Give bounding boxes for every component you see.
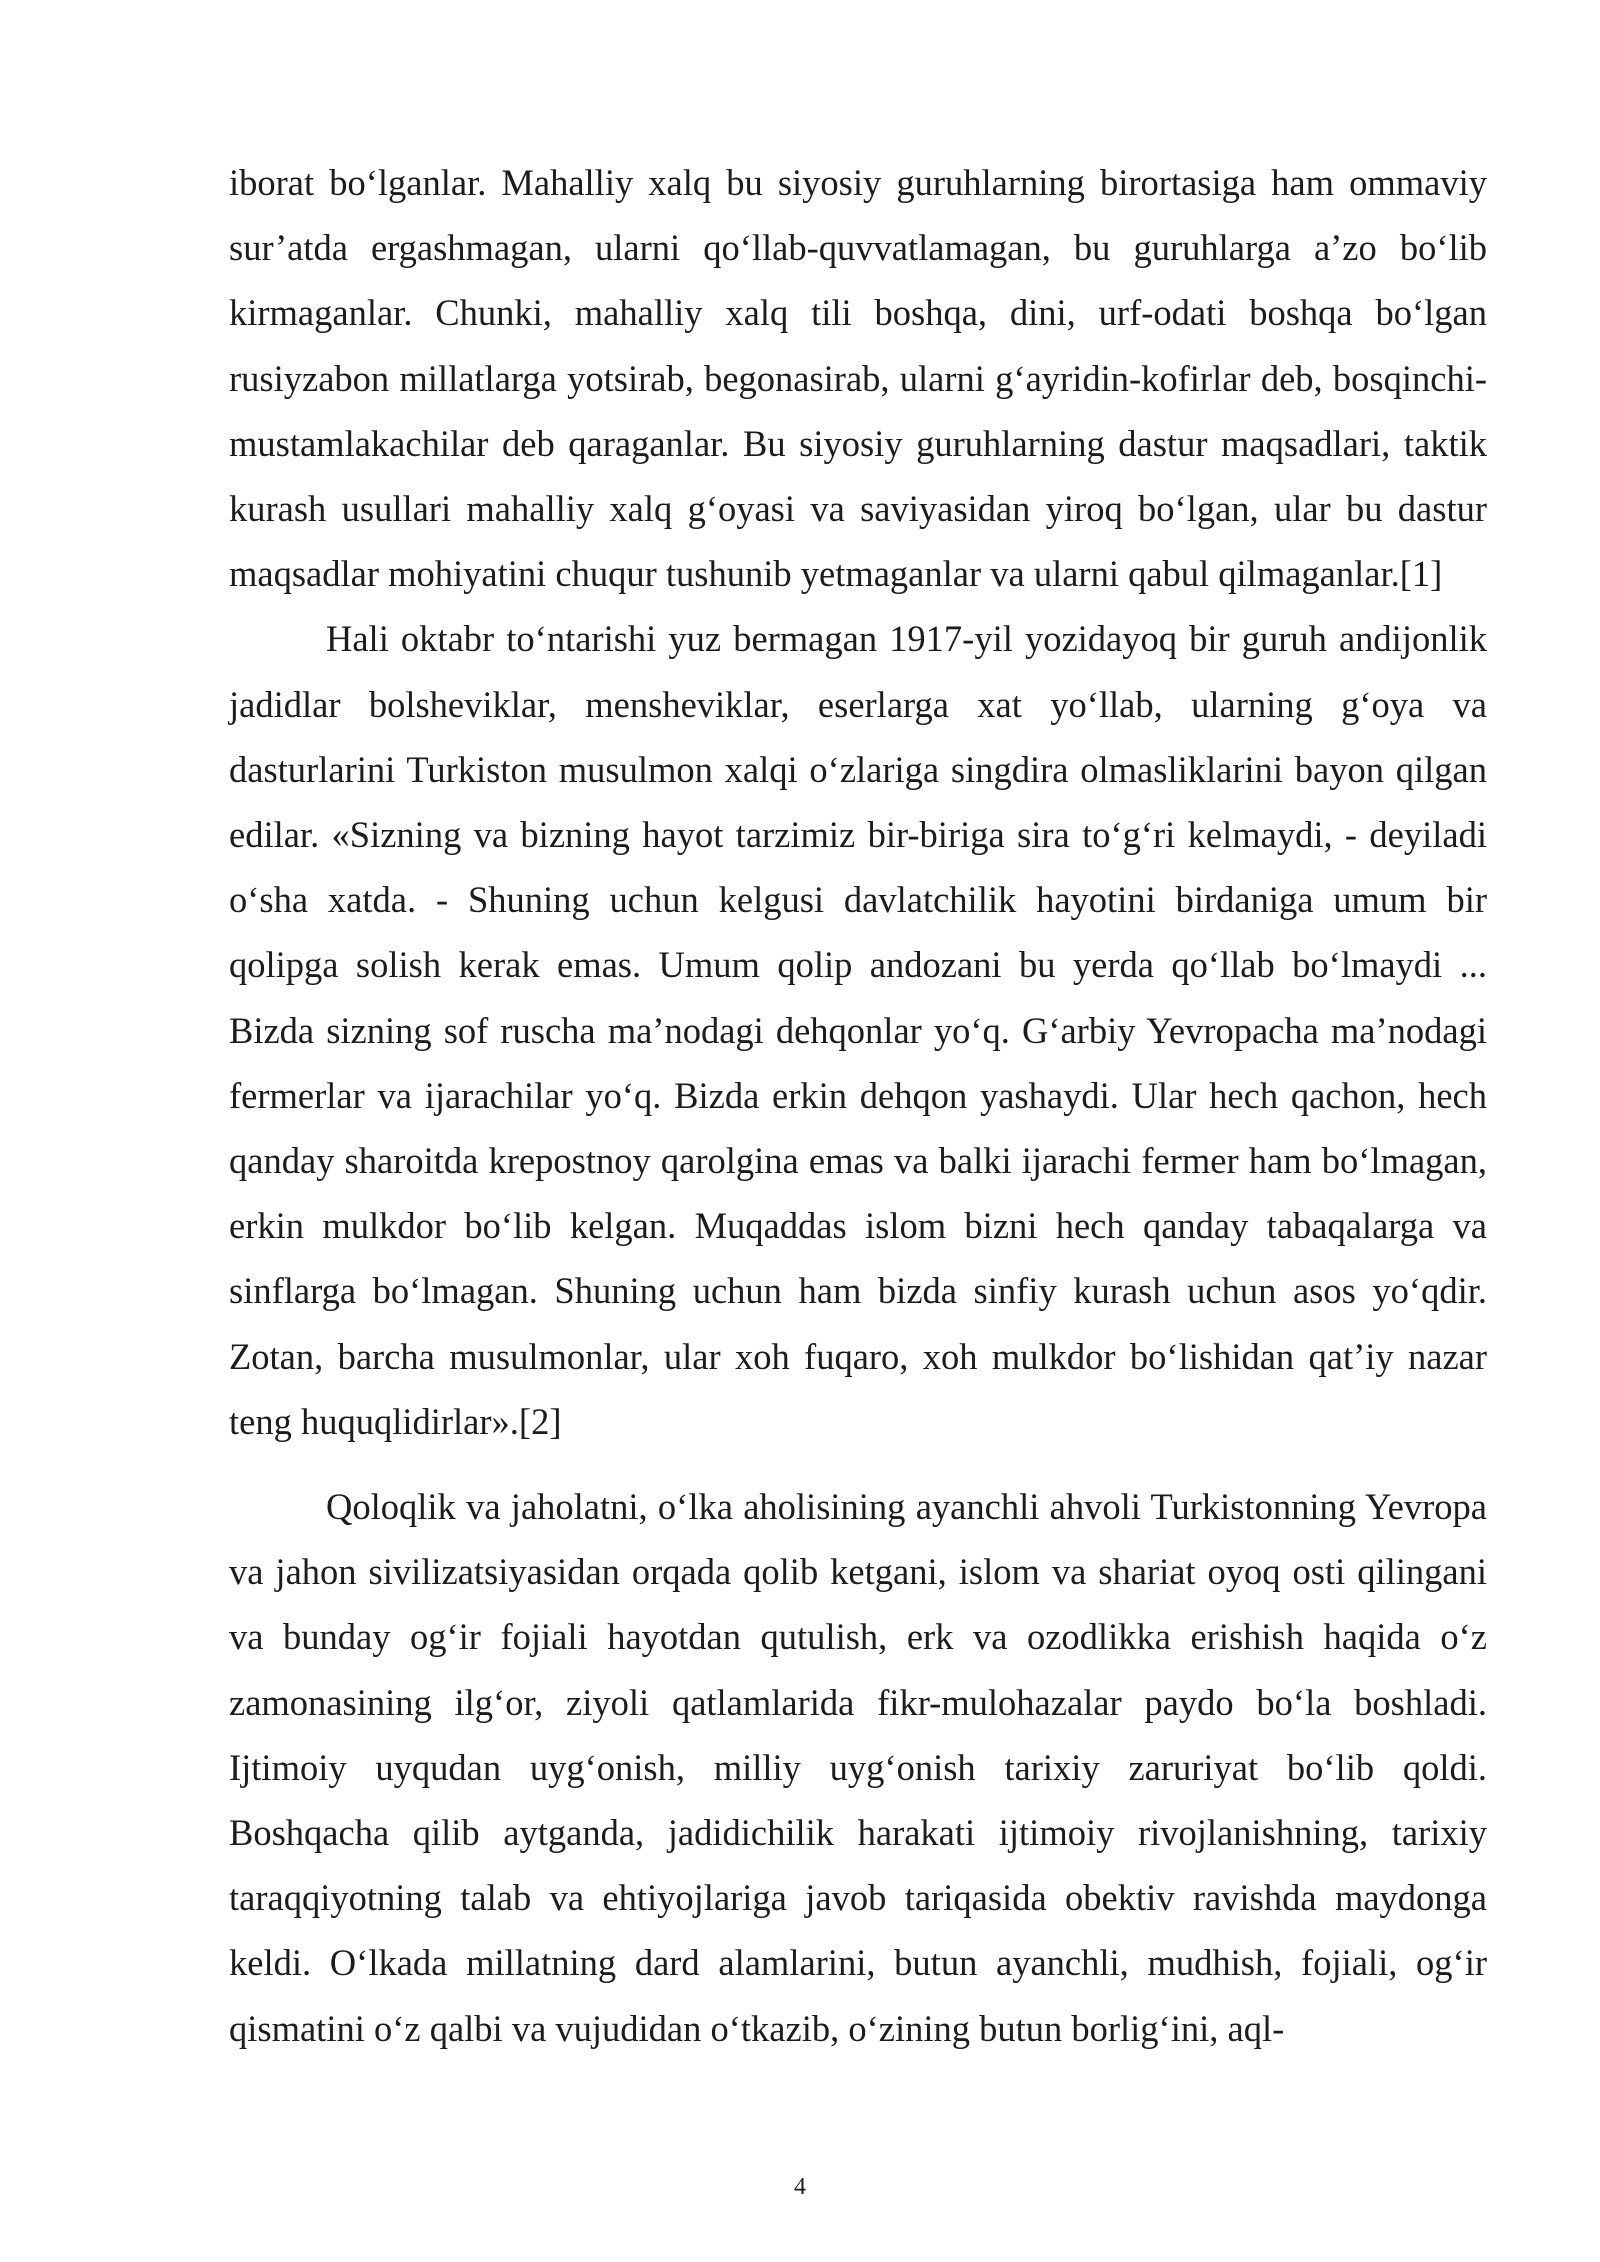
page-number: 4 <box>794 2174 806 2200</box>
paragraph-jadidism: Qoloqlik va jaholatni, o‘lka aholisining ayanchli ahvoli Turkistonning Yevropa va jahon sivilizatsiyasidan orqada qolib ketgani, islom va shariat oyoq osti qilingani va bunday og‘ir fojiali hayotdan qutulish, erk va ozodlikka erishish haqida o‘z zamonasining ilg‘or, ziyoli qatlamlarida fikr-mulohazalar paydo bo‘la boshladi. Ijtimoiy uyqudan uyg‘onish, milliy uyg‘onish tarixiy zaruriyat bo‘lib qoldi. Boshqacha qilib aytganda, jadidichilik harakati ijtimoiy rivojlanishning, tarixiy taraqqiyotning talab va ehtiyojlariga javob tariqasida obektiv ravishda maydonga keldi. O‘lkada millatning dard alamlarini, butun ayanchli, mudhish, fojiali, og‘ir qismatini o‘z qalbi va vujudidan o‘tkazib, o‘zining butun borlig‘ini, aql- <box>229 1486 1487 2049</box>
paragraph-letter-quote: Hali oktabr to‘ntarishi yuz bermagan 1917-yil yozidayoq bir guruh andijonlik jadidlar bolsheviklar, mensheviklar, eserlarga xat yo‘llab, ularning g‘oya va dasturlarini Turkiston musulmon xalqi o‘zlariga singdira olmasliklarini bayon qilgan edilar. «Sizning va bizning hayot tarzimiz bir-biriga sira to‘g‘ri kelmaydi, - deyiladi o‘sha xatda. - Shuning uchun kelgusi davlatchilik hayotini birdaniga umum bir qolipga solish kerak emas. Umum qolip andozani bu yerda qo‘llab bo‘lmaydi ... Bizda sizning sof ruscha ma’nodagi dehqonlar yo‘q. G‘arbiy Yevropacha ma’nodagi fermerlar va ijarachilar yo‘q. Bizda erkin dehqon yashaydi. Ular hech qachon, hech qanday sharoitda krepostnoy qarolgina emas va balki ijarachi fermer ham bo‘lmagan, erkin mulkdor bo‘lib kelgan. Muqaddas islom bizni hech qanday tabaqalarga va sinflarga bo‘lmagan. Shuning uchun ham bizda sinfiy kurash uchun asos yo‘qdir. Zotan, barcha musulmonlar, ular xoh fuqaro, xoh mulkdor bo‘lishidan qat’iy nazar teng huquqlidirlar».[2] <box>229 618 1487 1442</box>
body-text <box>229 150 1487 2061</box>
paragraph-continuation: iborat bo‘lganlar. Mahalliy xalq bu siyosiy guruhlarning birortasiga ham ommaviy sur’atda ergashmagan, ularni qo‘llab-quvvatlamagan, bu guruhlarga a’zo bo‘lib kirmaganlar. Chunki, mahalliy xalq tili boshqa, dini, urf-odati boshqa bo‘lgan rusiyzabon millatlarga yotsirab, begonasirab, ularni g‘ayridin-kofirlar deb, bosqinchi-mustamlakachilar deb qaraganlar. Bu siyosiy guruhlarning dastur maqsadlari, taktik kurash usullari mahalliy xalq g‘oyasi va saviyasidan yiroq bo‘lgan, ular bu dastur maqsadlar mohiyatini chuqur tushunib yetmaganlar va ularni qabul qilmaganlar.[1] <box>229 162 1487 595</box>
